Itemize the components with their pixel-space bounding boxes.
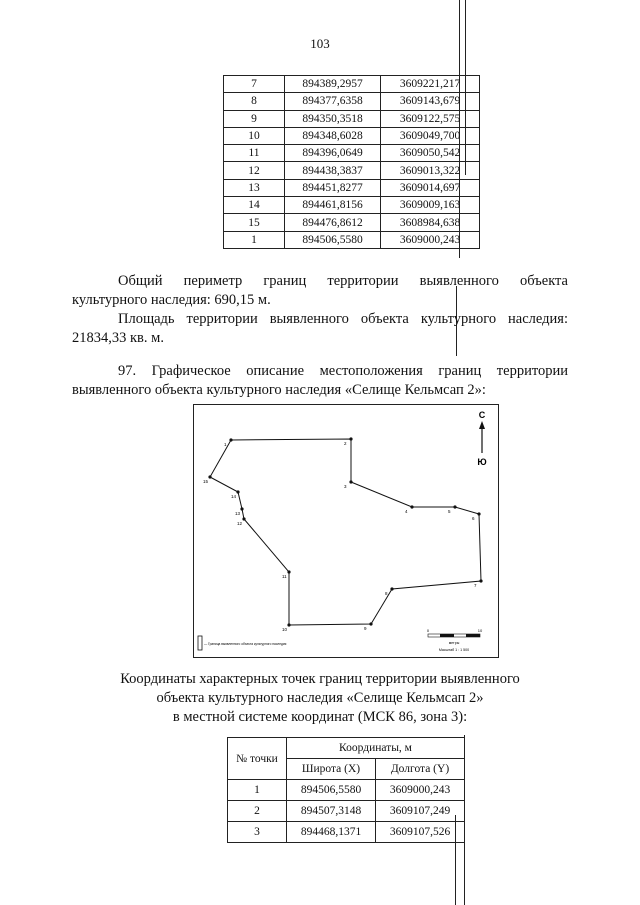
point-number-cell: 9 — [224, 110, 285, 127]
boundary-map — [193, 404, 499, 658]
boundary-point-label: 15 — [203, 479, 209, 484]
table-row — [224, 197, 480, 214]
table-row — [224, 93, 480, 110]
perimeter-line1: Общий периметр границ территории выявленного объекта — [118, 273, 568, 289]
latitude-x-cell: 894396,0649 — [285, 145, 381, 162]
point-number-cell: 8 — [224, 93, 285, 110]
point-number-cell: 12 — [224, 162, 285, 179]
coordinates-table — [227, 737, 465, 843]
boundary-point-label: 4 — [405, 509, 408, 514]
scale-text: Масштаб 1 : 1 500 — [438, 648, 470, 652]
col-point-header: № точки — [228, 738, 287, 780]
boundary-point-13 — [240, 507, 243, 510]
latitude-x-cell: 894507,3148 — [287, 801, 376, 822]
north-arrow — [477, 410, 486, 467]
boundary-point-label: 3 — [344, 484, 347, 489]
boundary-point-label: 14 — [231, 494, 237, 499]
longitude-y-cell: 3609013,322 — [381, 162, 480, 179]
table-row — [224, 145, 480, 162]
longitude-y-cell: 3609107,526 — [376, 822, 465, 843]
table-row — [224, 76, 480, 93]
boundary-point-label: 13 — [235, 511, 241, 516]
point-number-cell: 7 — [224, 76, 285, 93]
boundary-point-label: 10 — [282, 627, 288, 632]
scale-bar — [427, 628, 483, 652]
longitude-y-cell: 3609000,243 — [376, 780, 465, 801]
boundary-point-10 — [287, 623, 290, 626]
longitude-y-cell: 3609122,575 — [381, 110, 480, 127]
boundary-point-7 — [479, 579, 482, 582]
point-number-cell: 10 — [224, 127, 285, 144]
table-row — [224, 214, 480, 231]
map-legend — [198, 636, 287, 650]
latitude-x-cell: 894506,5580 — [287, 780, 376, 801]
boundary-point-9 — [369, 622, 372, 625]
point-number-cell: 11 — [224, 145, 285, 162]
boundary-point-12 — [242, 517, 245, 520]
col-coords-header: Координаты, м — [287, 738, 465, 759]
boundary-points — [203, 437, 483, 632]
caption-line2: объекта культурного наследия «Селище Кельмсап 2» — [156, 690, 484, 706]
latitude-x-cell: 894451,8277 — [285, 179, 381, 196]
point-number-cell: 3 — [228, 822, 287, 843]
table-row — [224, 162, 480, 179]
boundary-point-label: 7 — [474, 583, 477, 588]
boundary-point-4 — [410, 505, 413, 508]
page-number: 103 — [310, 36, 330, 51]
north-label: С — [478, 410, 486, 420]
boundary-point-5 — [453, 505, 456, 508]
point-number-cell: 1 — [224, 231, 285, 248]
boundary-point-label: 12 — [237, 521, 243, 526]
boundary-point-1 — [229, 438, 232, 441]
latitude-x-cell: 894476,8612 — [285, 214, 381, 231]
latitude-x-cell: 894461,8156 — [285, 197, 381, 214]
scale-tick-10: 10 — [477, 628, 483, 633]
boundary-point-label: 1 — [224, 442, 227, 447]
table-row — [224, 231, 480, 248]
latitude-x-cell: 894350,3518 — [285, 110, 381, 127]
longitude-y-cell: 3609000,243 — [381, 231, 480, 248]
longitude-y-cell: 3609014,697 — [381, 179, 480, 196]
boundary-point-label: 11 — [282, 574, 287, 579]
latitude-x-cell: 894438,3837 — [285, 162, 381, 179]
point-number-cell: 2 — [228, 801, 287, 822]
legend-text: — Граница выявленного объекта культурного наследия — [204, 642, 287, 646]
longitude-y-cell: 3609143,679 — [381, 93, 480, 110]
latitude-x-cell: 894389,2957 — [285, 76, 381, 93]
boundary-point-label: 2 — [344, 441, 347, 446]
boundary-point-label: 5 — [448, 509, 451, 514]
longitude-y-cell: 3609221,217 — [381, 76, 480, 93]
boundary-polygon — [210, 439, 481, 625]
latitude-x-cell: 894468,1371 — [287, 822, 376, 843]
table-row — [224, 127, 480, 144]
point-number-cell: 1 — [228, 780, 287, 801]
latitude-x-cell: 894348,6028 — [285, 127, 381, 144]
area-line2: 21834,33 кв. м. — [72, 330, 164, 346]
point-number-cell: 13 — [224, 179, 285, 196]
table-row — [228, 780, 465, 801]
boundary-point-3 — [349, 480, 352, 483]
table-row — [228, 801, 465, 822]
table-row — [224, 179, 480, 196]
south-label: Ю — [477, 457, 487, 467]
boundary-point-14 — [236, 490, 239, 493]
coordinates-table-continued — [223, 75, 480, 249]
longitude-y-cell: 3609009,163 — [381, 197, 480, 214]
point-number-cell: 14 — [224, 197, 285, 214]
section97-line1: 97. Графическое описание местоположения границ территории — [118, 363, 568, 379]
col-x-header: Широта (X) — [287, 759, 376, 780]
latitude-x-cell: 894506,5580 — [285, 231, 381, 248]
boundary-point-8 — [390, 587, 393, 590]
caption-line1: Координаты характерных точек границ территории выявленного — [120, 671, 520, 687]
latitude-x-cell: 894377,6358 — [285, 93, 381, 110]
longitude-y-cell: 3609050,542 — [381, 145, 480, 162]
boundary-point-2 — [349, 437, 352, 440]
point-number-cell: 15 — [224, 214, 285, 231]
longitude-y-cell: 3609049,700 — [381, 127, 480, 144]
boundary-map-svg — [194, 405, 498, 657]
col-y-header: Долгота (Y) — [376, 759, 465, 780]
boundary-point-15 — [208, 475, 211, 478]
boundary-point-label: 6 — [472, 516, 475, 521]
area-line1: Площадь территории выявленного объекта культурного наследия: — [118, 311, 568, 327]
boundary-point-label: 9 — [364, 626, 367, 631]
table-row — [228, 822, 465, 843]
longitude-y-cell: 3609107,249 — [376, 801, 465, 822]
longitude-y-cell: 3608984,638 — [381, 214, 480, 231]
scale-unit: метры — [448, 641, 460, 645]
scale-tick-0: 0 — [426, 628, 430, 633]
boundary-point-6 — [477, 512, 480, 515]
boundary-point-label: 8 — [385, 591, 388, 596]
boundary-point-11 — [287, 570, 290, 573]
caption-line3: в местной системе координат (МСК 86, зона 3): — [172, 709, 468, 725]
section97-line2: выявленного объекта культурного наследия «Селище Кельмсап 2»: — [72, 382, 486, 398]
table-row — [224, 110, 480, 127]
perimeter-line2: культурного наследия: 690,15 м. — [72, 292, 271, 308]
